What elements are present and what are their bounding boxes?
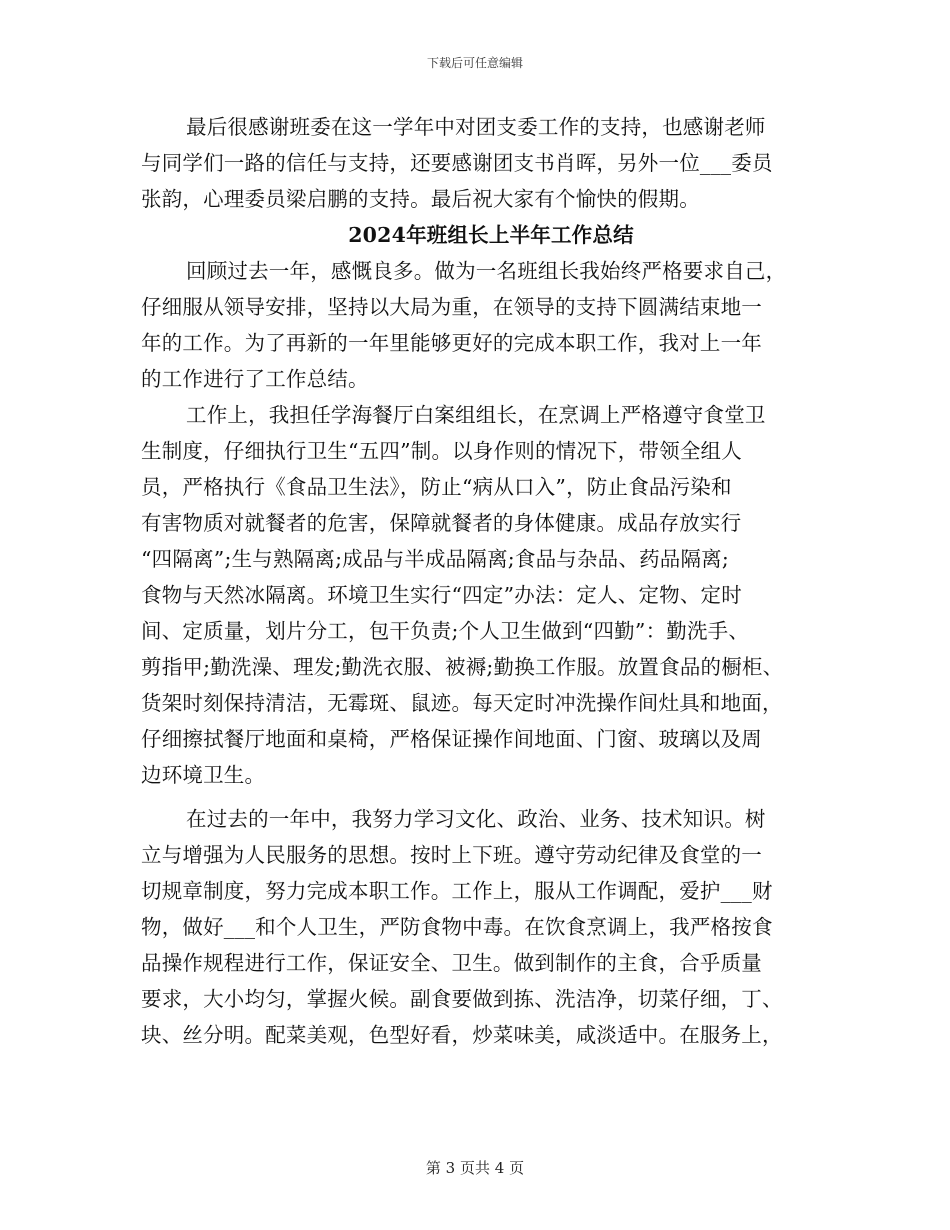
text-line: 边环境卫生。 [141, 763, 266, 787]
text-line: 仔细服从领导安排，坚持以大局为重，在领导的支持下圆满结束地一 [141, 295, 762, 319]
text-line: 品操作规程进行工作，保证安全、卫生。做到制作的主食，合乎质量 [141, 951, 762, 975]
text-line: 块、丝分明。配菜美观，色型好看，炒菜味美，咸淡适中。在服务上， [141, 1023, 783, 1047]
text-line: 员，严格执行《食品卫生法》，防止“病从口入”，防止食品污染和 [141, 475, 732, 499]
text-line: 间、定质量，划片分工，包干负责;个人卫生做到“四勤”：勤洗手、 [141, 619, 750, 643]
text-line: 的工作进行了工作总结。 [141, 367, 369, 391]
text-line: 工作上，我担任学海餐厅白案组组长，在烹调上严格遵守食堂卫 [186, 403, 766, 427]
text-line: 回顾过去一年，感慨良多。做为一名班组长我始终严格要求自己， [186, 259, 787, 283]
text-line: 物，做好___和个人卫生，严防食物中毒。在饮食烹调上，我严格按食 [141, 915, 773, 939]
text-line: 货架时刻保持清洁，无霉斑、鼠迹。每天定时冲洗操作间灶具和地面， [141, 691, 783, 715]
text-line: 与同学们一路的信任与支持，还要感谢团支书肖晖，另外一位___委员 [141, 151, 773, 175]
text-line: 张韵，心理委员梁启鹏的支持。最后祝大家有个愉快的假期。 [141, 187, 700, 211]
document-body [141, 109, 821, 1053]
text-line: 生制度，仔细执行卫生“五四”制。以身作则的情况下，带领全组人 [141, 439, 742, 463]
text-line: 剪指甲;勤洗澡、理发;勤洗衣服、被褥;勤换工作服。放置食品的橱柜、 [141, 655, 784, 679]
page-footer: 第 3 页共 4 页 [425, 1159, 525, 1177]
paragraph-gap [141, 793, 821, 801]
text-line: 切规章制度，努力完成本职工作。工作上，服从工作调配，爱护___财 [141, 879, 773, 903]
text-line: 有害物质对就餐者的危害，保障就餐者的身体健康。成品存放实行 [141, 511, 742, 535]
text-line: “四隔离”;生与熟隔离;成品与半成品隔离;食品与杂品、药品隔离; [141, 547, 729, 571]
page-header: 下载后可任意编辑 [426, 56, 523, 70]
document-title: 2024年班组长上半年工作总结 [348, 223, 634, 247]
text-line: 仔细擦拭餐厅地面和桌椅，严格保证操作间地面、门窗、玻璃以及周 [141, 727, 762, 751]
text-line: 食物与天然冰隔离。环境卫生实行“四定”办法：定人、定物、定时 [141, 583, 742, 607]
text-line: 在过去的一年中，我努力学习文化、政治、业务、技术知识。树 [186, 807, 766, 831]
text-line: 年的工作。为了再新的一年里能够更好的完成本职工作，我对上一年 [141, 331, 762, 355]
text-line: 立与增强为人民服务的思想。按时上下班。遵守劳动纪律及食堂的一 [141, 843, 762, 867]
text-line: 最后很感谢班委在这一学年中对团支委工作的支持，也感谢老师 [186, 115, 766, 139]
text-line: 要求，大小均匀，掌握火候。副食要做到拣、洗洁净，切菜仔细，丁、 [141, 987, 783, 1011]
